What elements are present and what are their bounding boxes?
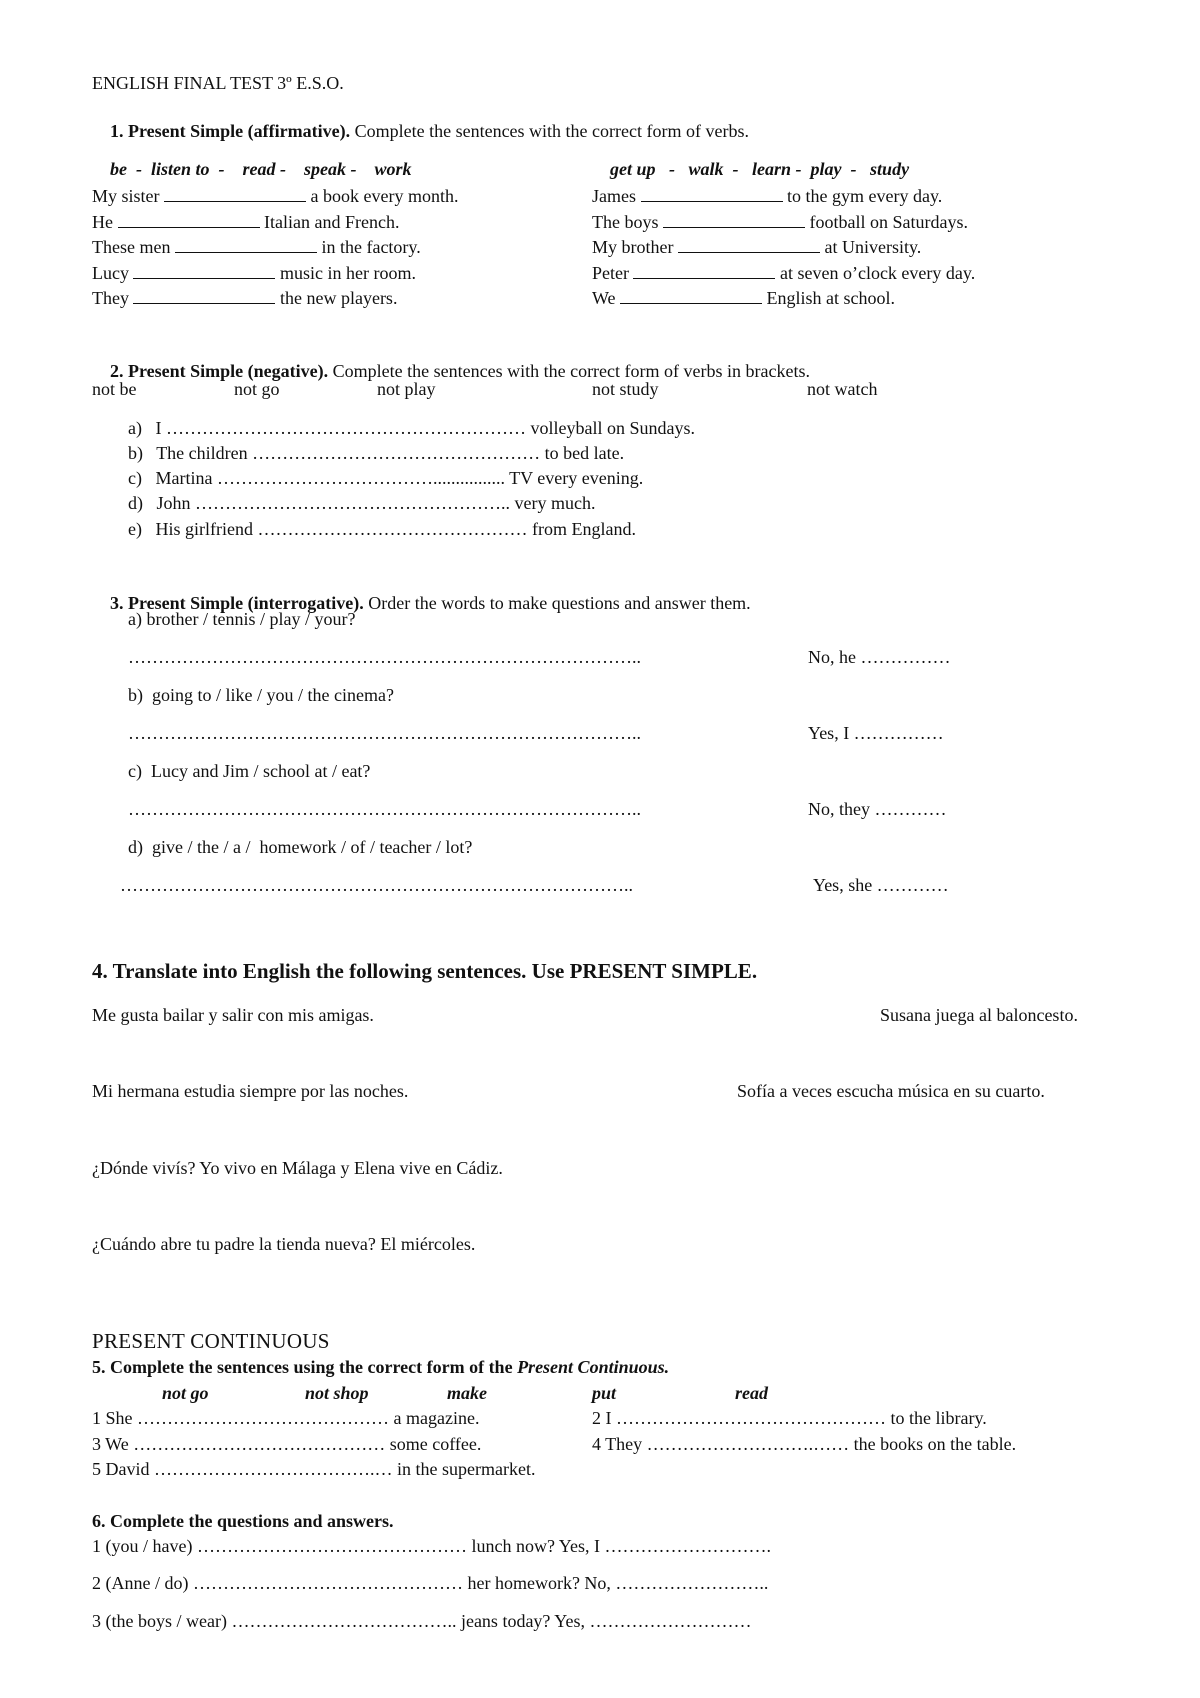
- short-answer: Yes, she …………: [813, 875, 949, 895]
- verb: be: [110, 159, 127, 179]
- sentence-row: [92, 287, 397, 309]
- sentence-row: [592, 236, 921, 258]
- verb-bank-left: be - listen to - read - speak - work: [110, 159, 412, 179]
- answer-line[interactable]: …………………………………………………………………………..: [120, 875, 633, 895]
- verb-option: not be: [92, 379, 137, 399]
- translate-sentence: Mi hermana estudia siempre por las noches.: [92, 1081, 409, 1101]
- verb: listen to: [151, 159, 210, 179]
- verb-bank-right: get up - walk - learn - play - study: [610, 159, 910, 179]
- item-text: John …………………………………………….. very much.: [156, 493, 596, 513]
- verb-option: not go: [234, 379, 280, 399]
- subject: Peter: [592, 263, 629, 283]
- item-text: Martina ………………………………................ TV every evening.: [155, 468, 644, 488]
- item-label: d): [128, 493, 143, 513]
- verb: read: [242, 159, 276, 179]
- verb-option: not go: [162, 1383, 209, 1403]
- item-text: I …………………………………………………… volleyball on Sundays.: [155, 418, 695, 438]
- sentence-end: to the gym every day.: [787, 186, 943, 206]
- exercise-sentence: 3 We …………………………………… some coffee.: [92, 1434, 482, 1454]
- test-title: ENGLISH FINAL TEST 3º E.S.O.: [92, 73, 344, 93]
- short-answer: No, they …………: [808, 799, 947, 819]
- answer-blank[interactable]: [641, 187, 783, 202]
- sentence-row: [92, 211, 399, 233]
- sentence-end: in the factory.: [321, 237, 421, 257]
- question-prompt: c) Lucy and Jim / school at / eat?: [128, 761, 371, 781]
- section-5-heading-tense: Present Continuous.: [517, 1357, 670, 1377]
- section-5-heading: 5. Complete the sentences using the correct form of the: [92, 1357, 518, 1377]
- exercise-sentence: 2 I ……………………………………… to the library.: [592, 1408, 987, 1428]
- verb: work: [374, 159, 412, 179]
- section-2-instruction: Complete the sentences with the correct form of verbs in brackets.: [332, 361, 810, 381]
- sentence-end: music in her room.: [279, 263, 416, 283]
- sentence-end: English at school.: [766, 288, 896, 308]
- verb-option: not study: [592, 379, 659, 399]
- answer-line[interactable]: …………………………………………………………………………..: [128, 723, 641, 743]
- subject: My sister: [92, 186, 160, 206]
- item-text: His girlfriend ……………………………………… from England.: [155, 519, 636, 539]
- list-item: [128, 518, 636, 540]
- answer-blank[interactable]: [678, 238, 820, 253]
- answer-blank[interactable]: [133, 289, 275, 304]
- item-label: b): [128, 443, 143, 463]
- subject: Lucy: [92, 263, 129, 283]
- sentence-row: [592, 287, 895, 309]
- short-answer: Yes, I ……………: [808, 723, 944, 743]
- answer-blank[interactable]: [118, 213, 260, 228]
- verb: learn: [752, 159, 792, 179]
- sentence-row: [92, 185, 458, 207]
- section-4-heading: 4. Translate into English the following sentences. Use PRESENT SIMPLE.: [92, 959, 758, 983]
- subject: They: [92, 288, 129, 308]
- exercise-sentence: 4 They ……………………….…… the books on the table.: [592, 1434, 1017, 1454]
- list-item: [128, 417, 695, 439]
- answer-blank[interactable]: [133, 264, 275, 279]
- verb-option: not watch: [807, 379, 878, 399]
- subject: He: [92, 212, 113, 232]
- section-5-title: [92, 1356, 669, 1378]
- verb-option: put: [592, 1383, 617, 1403]
- answer-line[interactable]: …………………………………………………………………………..: [128, 647, 641, 667]
- section-3-heading: 3. Present Simple (interrogative).: [110, 593, 364, 613]
- exercise-question: 1 (you / have) ……………………………………… lunch now? Yes, I ……………………….: [92, 1536, 771, 1556]
- verb-option: not shop: [305, 1383, 369, 1403]
- sentence-end: at seven o’clock every day.: [779, 263, 976, 283]
- list-item: [128, 467, 643, 489]
- item-label: c): [128, 468, 142, 488]
- translate-sentence: ¿Cuándo abre tu padre la tienda nueva? El miércoles.: [92, 1234, 476, 1254]
- sentence-row: [92, 262, 416, 284]
- verb: walk: [688, 159, 724, 179]
- subject: James: [592, 186, 636, 206]
- answer-blank[interactable]: [175, 238, 317, 253]
- sentence-row: [592, 262, 975, 284]
- verb: play: [810, 159, 842, 179]
- sentence-end: the new players.: [279, 288, 398, 308]
- verb: get up: [610, 159, 656, 179]
- question-prompt: b) going to / like / you / the cinema?: [128, 685, 394, 705]
- list-item: [128, 442, 624, 464]
- answer-blank[interactable]: [633, 264, 775, 279]
- answer-line[interactable]: …………………………………………………………………………..: [128, 799, 641, 819]
- sentence-row: [92, 236, 421, 258]
- item-label: e): [128, 519, 142, 539]
- translate-sentence: Sofía a veces escucha música en su cuarto.: [737, 1081, 1045, 1101]
- sentence-end: football on Saturdays.: [809, 212, 968, 232]
- verb-option: read: [735, 1383, 768, 1403]
- subject: My brother: [592, 237, 674, 257]
- exercise-sentence: 1 She …………………………………… a magazine.: [92, 1408, 480, 1428]
- translate-sentence: ¿Dónde vivís? Yo vivo en Málaga y Elena vive en Cádiz.: [92, 1158, 503, 1178]
- sentence-end: a book every month.: [310, 186, 459, 206]
- section-3-instruction: Order the words to make questions and answer them.: [368, 593, 751, 613]
- verb: study: [870, 159, 910, 179]
- sentence-row: [592, 185, 942, 207]
- item-text: The children ………………………………………… to bed late.: [156, 443, 625, 463]
- sentence-end: Italian and French.: [264, 212, 400, 232]
- sentence-end: at University.: [824, 237, 922, 257]
- verb: speak: [304, 159, 347, 179]
- section-2-title: [92, 338, 810, 404]
- translate-sentence: Me gusta bailar y salir con mis amigas.: [92, 1005, 374, 1025]
- section-1-instruction: Complete the sentences with the correct form of verbs.: [354, 121, 749, 141]
- answer-blank[interactable]: [620, 289, 762, 304]
- section-2-heading: 2. Present Simple (negative).: [110, 361, 329, 381]
- list-item: [128, 492, 595, 514]
- subject: The boys: [592, 212, 659, 232]
- item-label: a): [128, 418, 142, 438]
- section-1-heading: 1. Present Simple (affirmative).: [110, 121, 351, 141]
- section-6-heading: 6. Complete the questions and answers.: [92, 1511, 394, 1531]
- subject: We: [592, 288, 616, 308]
- verb-option: not play: [377, 379, 436, 399]
- answer-blank[interactable]: [663, 213, 805, 228]
- question-prompt: d) give / the / a / homework / of / teacher / lot?: [128, 837, 473, 857]
- translate-sentence: Susana juega al baloncesto.: [880, 1005, 1078, 1025]
- answer-blank[interactable]: [164, 187, 306, 202]
- short-answer: No, he ……………: [808, 647, 951, 667]
- sentence-row: [592, 211, 968, 233]
- question-prompt: a) brother / tennis / play / your?: [128, 609, 356, 629]
- exercise-sentence: 5 David ……………………………….… in the supermarket.: [92, 1459, 536, 1479]
- exercise-question: 2 (Anne / do) ……………………………………… her homework? No, ……………………..: [92, 1573, 769, 1593]
- verb-option: make: [447, 1383, 487, 1403]
- present-continuous-title: PRESENT CONTINUOUS: [92, 1329, 330, 1353]
- exercise-question: 3 (the boys / wear) ……………………………….. jeans today? Yes, ………………………: [92, 1611, 752, 1631]
- subject: These men: [92, 237, 171, 257]
